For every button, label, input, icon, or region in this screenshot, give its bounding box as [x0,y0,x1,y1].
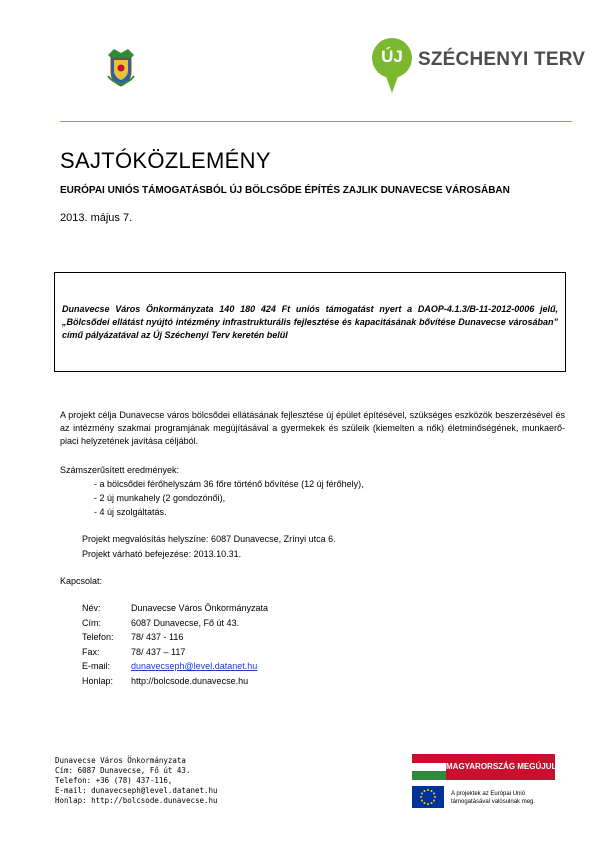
summary-box [54,272,566,372]
results-list [94,478,364,520]
intro-paragraph: A projekt célja Dunavecse város bölcsődei ellátásának fejlesztése új épület építésével, szükséges eszközök beszerzésével és az intézmény szakmai programjának megújításával a gyermekek és szüleik (kiemelten a nők) életminőségének, munkaerő-piaci helyzetének javítása céljából. [60,410,565,446]
contact-value: 78/ 437 – 117 [131,646,186,657]
results-label: Számszerűsített eredmények: [60,465,180,475]
footer-line: Dunavecse Város Önkormányzata [55,756,186,765]
eu-flag-icon [412,786,444,808]
footer-line: E-mail: dunavecseph@level.datanet.hu [55,786,218,795]
list-item: - 4 új szolgáltatás. [94,507,167,517]
logo-pin-tail [384,71,400,93]
magyarorszag-megujul-banner [412,754,555,780]
page-subtitle: EURÓPAI UNIÓS TÁMOGATÁSBÓL ÚJ BÖLCSŐDE ÉPÍTÉS ZAJLIK DUNAVECSE VÁROSÁBAN [60,185,510,196]
contact-value: Dunavecse Város Önkormányzata [131,603,269,613]
eu-support-text [451,790,535,806]
contact-key: Fax: [82,646,100,657]
eu-text-line: A projektek az Európai Unió [451,791,526,797]
eu-text-line: támogatásával valósulnak meg. [451,799,536,805]
contact-key: Cím: [82,617,101,628]
banner-text: MAGYARORSZÁG MEGÚJUL [446,754,555,780]
contact-label: Kapcsolat: [60,576,103,586]
website-url: http://bolcsode.dunavecse.hu [131,675,249,686]
project-location: Projekt megvalósítás helyszíne: 6087 Dunavecse, Zrínyi utca 6. [82,534,336,544]
logo-brand-name: SZÉCHENYI TERV [418,49,586,70]
footer-line: Telefon: +36 (78) 437-116, [55,776,173,785]
contact-key: Honlap: [82,675,114,686]
contact-value: 6087 Dunavecse, Fő út 43. [131,617,240,628]
email-link[interactable]: dunavecseph@level.datanet.hu [131,661,258,671]
uj-szechenyi-terv-logo [372,38,586,100]
summary-text: Dunavecse Város Önkormányzata 140 180 424 Ft uniós támogatást nyert a DAOP-4.1.3/B-11-2012-0006 jelű, „Bölcsődei ellátást nyújtó intézmény infrastrukturális fejlesztése és kapacitásának bővítése Dunavecse városában” című pályázatával az Új Széchenyi Terv keretén belül [62,304,558,340]
page-title: SAJTÓKÖZLEMÉNY [60,148,271,173]
hungarian-flag-icon [412,754,446,780]
footer-line: Honlap: http://bolcsode.dunavecse.hu [55,796,218,805]
contact-key: Név: [82,603,101,613]
contact-value: 78/ 437 - 116 [131,632,184,642]
contact-key: E-mail: [82,661,111,671]
project-completion: Projekt várható befejezése: 2013.10.31. [82,549,242,559]
contact-key: Telefon: [82,632,114,642]
list-item: - 2 új munkahely (2 gondozónői), [94,493,226,503]
city-crest-logo [104,46,138,88]
press-release-date: 2013. május 7. [60,212,133,224]
logo-badge-text: ÚJ [381,47,403,66]
footer-address [55,756,218,806]
footer-line: Cím: 6087 Dunavecse, Fő út 43. [55,766,191,775]
list-item: - a bölcsődei férőhelyszám 36 főre történő bővítése (12 új férőhely), [94,479,364,489]
header-divider [60,121,572,122]
